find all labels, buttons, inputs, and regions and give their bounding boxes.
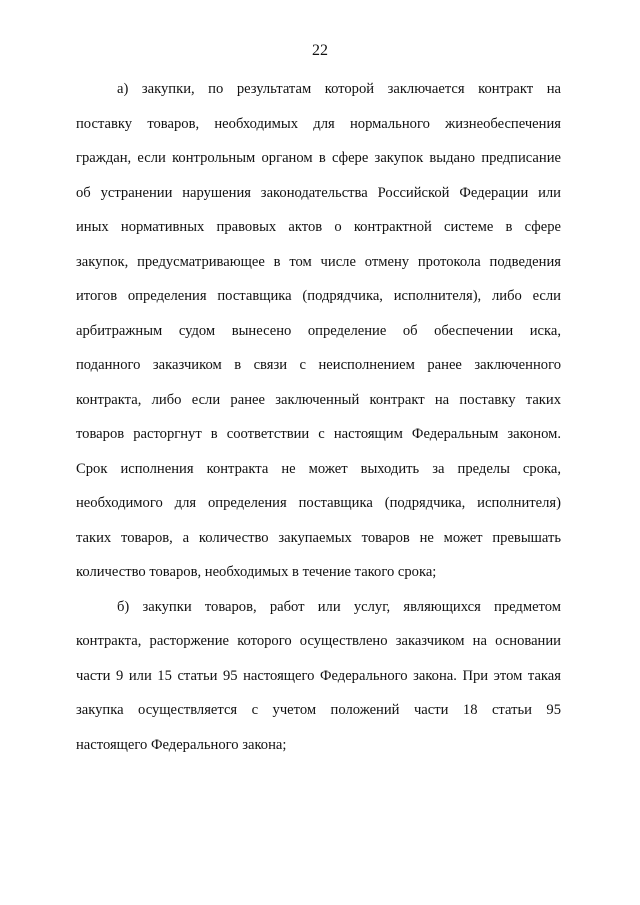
paragraph-line: необходимого для определения поставщика (подрядчика, исполнителя) <box>76 495 561 511</box>
paragraph-line: контракта, расторжение которого осуществлено заказчиком на основании <box>76 633 561 649</box>
paragraph-line: а) закупки, по результатам которой заключается контракт на <box>117 81 561 97</box>
page-number: 22 <box>312 42 328 59</box>
paragraph-line: таких товаров, а количество закупаемых товаров не может превышать <box>76 530 561 546</box>
paragraph-line: поданного заказчиком в связи с неисполнением ранее заключенного <box>76 357 561 373</box>
paragraph-line: поставку товаров, необходимых для нормального жизнеобеспечения <box>76 116 561 132</box>
paragraph-line: закупок, предусматривающее в том числе отмену протокола подведения <box>76 254 561 270</box>
paragraph-line: об устранении нарушения законодательства Российской Федерации или <box>76 185 561 201</box>
paragraph-line: закупка осуществляется с учетом положений части 18 статьи 95 <box>76 702 561 718</box>
paragraph-line: арбитражным судом вынесено определение об обеспечении иска, <box>76 323 561 339</box>
paragraph-line: количество товаров, необходимых в течение такого срока; <box>76 564 437 580</box>
paragraph-line: настоящего Федерального закона; <box>76 737 287 753</box>
paragraph-line: граждан, если контрольным органом в сфере закупок выдано предписание <box>76 150 561 166</box>
paragraph-line: товаров расторгнут в соответствии с настоящим Федеральным законом. <box>76 426 561 442</box>
paragraph-line: итогов определения поставщика (подрядчика, исполнителя), либо если <box>76 288 561 304</box>
paragraph-line: б) закупки товаров, работ или услуг, являющихся предметом <box>117 599 561 615</box>
paragraph-line: контракта, либо если ранее заключенный контракт на поставку таких <box>76 392 561 408</box>
paragraph-line: части 9 или 15 статьи 95 настоящего Федерального закона. При этом такая <box>76 668 561 684</box>
paragraph-line: Срок исполнения контракта не может выходить за пределы срока, <box>76 461 561 477</box>
paragraph-line: иных нормативных правовых актов о контрактной системе в сфере <box>76 219 561 235</box>
